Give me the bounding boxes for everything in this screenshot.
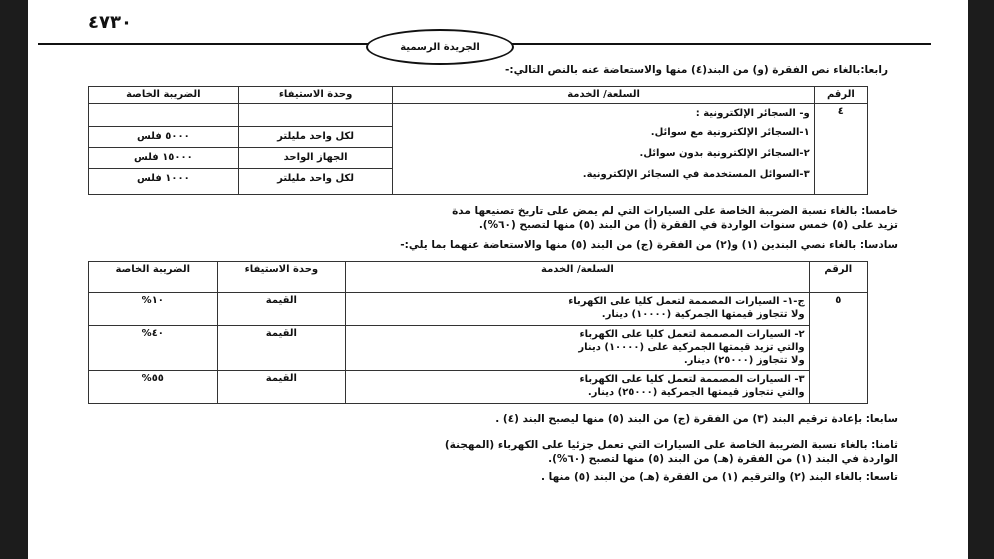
table-electric-cars [88, 261, 868, 404]
unit-value: القيمة [217, 326, 346, 371]
col-tax: الضريبة الخاصة [89, 262, 218, 293]
section5-line1: خامسا: بالغاء نسبة الضريبة الخاصة على السيارات التي لم يمض على تاريخ تصنيعها مدة [452, 205, 898, 217]
section4-intro: رابعا:بالغاء نص الفقرة (و) من البند(٤) منها والاستعاضة عنه بالنص التالي:- [505, 64, 888, 76]
section9-text: تاسعا: بالغاء البند (٢) والترقيم (١) من الفقرة (هـ) من البند (٥) منها . [541, 471, 898, 483]
goods-line: ولا تتجاوز (٢٥٠٠٠) دينار. [683, 355, 805, 366]
goods-line: ٢-السجائر الإلكترونية بدون سوائل. [639, 148, 810, 159]
goods-line: ٣-السوائل المستخدمة في السجائر الإلكترونية. [582, 169, 810, 180]
table-row [89, 104, 868, 195]
col-goods: السلعة/ الخدمة [346, 262, 810, 293]
page-number: ٤٧٣٠ [88, 12, 132, 33]
goods-line: ولا تتجاوز قيمتها الجمركية (١٠٠٠٠) دينار. [601, 309, 805, 320]
unit-value: الجهاز الواحد [239, 148, 393, 169]
unit-value: لكل واحد مليلتر [239, 127, 393, 148]
col-number: الرقم [814, 87, 867, 104]
section7-text: سابعا: بإعادة ترقيم البند (٣) من الفقرة (ج) من البند (٥) منها ليصبح البند (٤) . [495, 413, 898, 425]
tax-cell [89, 104, 239, 195]
tax-value: ٤٠% [89, 326, 218, 371]
table-header-row [89, 87, 868, 104]
gazette-title: الجريدة الرسمية [366, 29, 514, 65]
left-border [0, 0, 28, 559]
right-border [968, 0, 994, 559]
table-header-row [89, 262, 868, 293]
goods-line: ٢- السيارات المصممة لتعمل كليا على الكهرباء [579, 329, 805, 340]
col-goods: السلعة/ الخدمة [393, 87, 814, 104]
goods-cell [346, 371, 810, 404]
tax-value: ١٠٠٠ فلس [137, 173, 190, 184]
unit-value: القيمة [217, 371, 346, 404]
table-row [89, 293, 868, 326]
unit-value: القيمة [217, 293, 346, 326]
document-page [28, 0, 968, 559]
section5-line2: تزيد على (٥) خمس سنوات الواردة في الفقرة (أ) من البند (٥) منها لتصبح (٦٠%). [478, 219, 898, 231]
section6-intro: سادسا: بالغاء نصي البندين (١) و(٢) من الفقرة (ج) من البند (٥) منها والاستعاضة عنهما بما يلي:- [400, 239, 898, 251]
section8-line2: الواردة في البند (١) من الفقرة (هـ) من البند (٥) منها لتصبح (٦٠%). [548, 453, 898, 465]
section8-line1: ثامنا: بالغاء نسبة الضريبة الخاصة على السيارات التي تعمل جزئيا على الكهرباء (المهجنة) [444, 439, 898, 451]
goods-line: والتي تزيد قيمتها الجمركية على (١٠٠٠٠) دينار [578, 342, 805, 353]
goods-line: ٣- السيارات المصممة لتعمل كليا على الكهرباء [579, 374, 805, 385]
col-number: الرقم [809, 262, 867, 293]
goods-heading: و- السجائر الإلكترونية : [695, 108, 810, 119]
unit-cell [238, 104, 393, 195]
goods-line: ١-السجائر الإلكترونية مع سوائل. [650, 127, 810, 138]
goods-cell [346, 293, 810, 326]
table-row [89, 371, 868, 404]
item-number: ٤ [814, 104, 867, 195]
col-unit: وحدة الاستيفاء [238, 87, 393, 104]
tax-value: ٥٥% [89, 371, 218, 404]
goods-cell [346, 326, 810, 371]
col-unit: وحدة الاستيفاء [217, 262, 346, 293]
item-number: ٥ [809, 293, 867, 404]
col-tax: الضريبة الخاصة [89, 87, 239, 104]
goods-line: والتي تتجاوز قيمتها الجمركية (٢٥٠٠٠) دينار. [587, 387, 805, 398]
table-electronic-cigarettes [88, 86, 868, 195]
goods-cell [393, 104, 814, 195]
table-row [89, 326, 868, 371]
goods-line: ج-١- السيارات المصممة لتعمل كليا على الكهرباء [568, 296, 805, 307]
unit-value: لكل واحد مليلتر [277, 173, 354, 184]
tax-value: ١٠% [89, 293, 218, 326]
tax-value: ١٥٠٠٠ فلس [89, 148, 238, 169]
tax-value: ٥٠٠٠ فلس [89, 127, 238, 148]
